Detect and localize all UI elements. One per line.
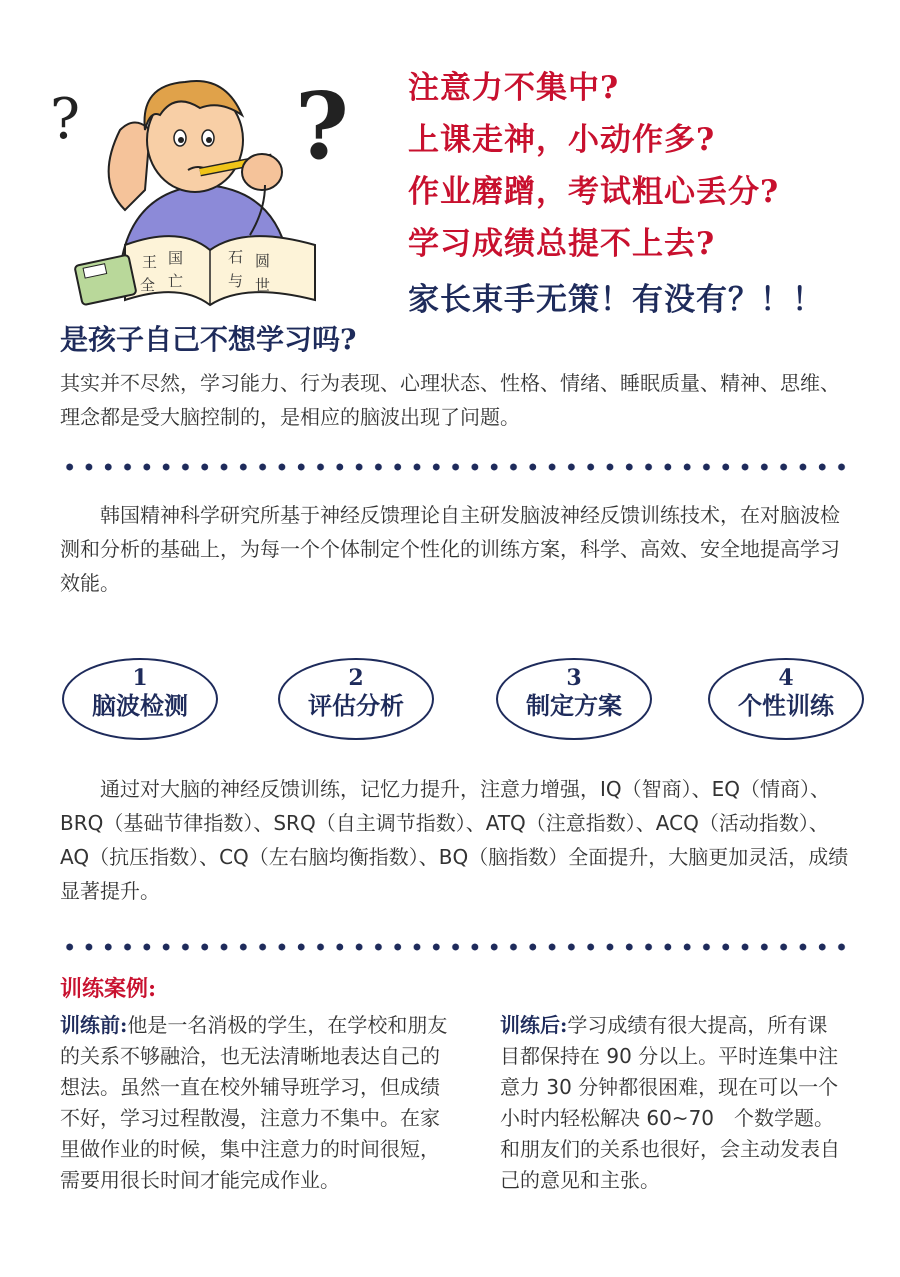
- headline-1: 注意力不集中?: [408, 70, 620, 106]
- step-label: 制定方案: [526, 691, 622, 720]
- svg-text:亡: 亡: [168, 272, 184, 290]
- step-number: 2: [348, 665, 364, 691]
- case-before: [60, 1010, 455, 1196]
- case-after-label: 训练后:: [500, 1013, 568, 1037]
- step-4: [708, 658, 864, 740]
- svg-text:石: 石: [228, 248, 244, 266]
- research-paragraph: 韩国精神科学研究所基于神经反馈理论自主研发脑波神经反馈训练技术，在对脑波检测和分析的基础上，为每一个个体制定个性化的训练方案，科学、高效、安全地提高学习效能。: [60, 503, 840, 595]
- step-number: 4: [778, 665, 794, 691]
- step-3: [496, 658, 652, 740]
- question-mark-left-icon: ?: [50, 87, 81, 152]
- intro-paragraph: 其实并不尽然，学习能力、行为表现、心理状态、性格、情绪、睡眠质量、精神、思维、理念都是受大脑控制的，是相应的脑波出现了问题。: [60, 371, 840, 429]
- headline-5: 家长束手无策！有没有？！！: [408, 282, 824, 318]
- case-after-text: 学习成绩有很大提高，所有课目都保持在 90 分以上。平时连集中注意力 30 分钟都很困难，现在可以一个小时内轻松解决 60~70 个数学题。和朋友们的关系也很好，会主动发表自己的意见和主张。: [500, 1013, 840, 1192]
- svg-text:与: 与: [228, 272, 244, 290]
- step-label: 脑波检测: [92, 691, 188, 720]
- headline-2: 上课走神，小动作多?: [408, 122, 716, 158]
- svg-text:圆: 圆: [255, 252, 271, 270]
- dotted-divider: [60, 462, 850, 472]
- headline-4: 学习成绩总提不上去?: [408, 226, 716, 262]
- case-after: [500, 1010, 845, 1196]
- case-before-label: 训练前:: [60, 1013, 128, 1037]
- svg-text:国: 国: [168, 249, 184, 267]
- question-mark-right-icon: ?: [295, 72, 349, 180]
- case-before-text: 他是一名消极的学生，在学校和朋友的关系不够融洽，也无法清晰地表达自己的想法。虽然一直在校外辅导班学习，但成绩不好，学习过程散漫，注意力不集中。在家里做作业的时候，集中注意力的时间很短，需要用很长时间才能完成作业。: [60, 1013, 448, 1192]
- step-1: [62, 658, 218, 740]
- step-number: 3: [566, 665, 582, 691]
- headline-3: 作业磨蹭，考试粗心丢分?: [408, 174, 780, 210]
- step-label: 评估分析: [308, 691, 404, 720]
- step-2: [278, 658, 434, 740]
- dotted-divider: [60, 942, 850, 952]
- case-title: 训练案例:: [60, 976, 157, 1002]
- step-label: 个性训练: [738, 691, 834, 720]
- svg-text:世: 世: [255, 276, 271, 294]
- svg-text:王: 王: [142, 253, 158, 271]
- confused-student-illustration: [50, 60, 370, 320]
- benefits-paragraph: 通过对大脑的神经反馈训练，记忆力提升，注意力增强，IQ（智商）、EQ（情商）、BRQ（基础节律指数）、SRQ（自主调节指数）、ATQ（注意指数）、ACQ（活动指数）、AQ（抗压指数）、CQ（左右脑均衡指数）、BQ（脑指数）全面提升，大脑更加灵活，成绩显著提升。: [60, 777, 849, 903]
- svg-text:全: 全: [140, 276, 156, 294]
- step-number: 1: [132, 665, 148, 691]
- section-question: 是孩子自己不想学习吗?: [60, 323, 357, 356]
